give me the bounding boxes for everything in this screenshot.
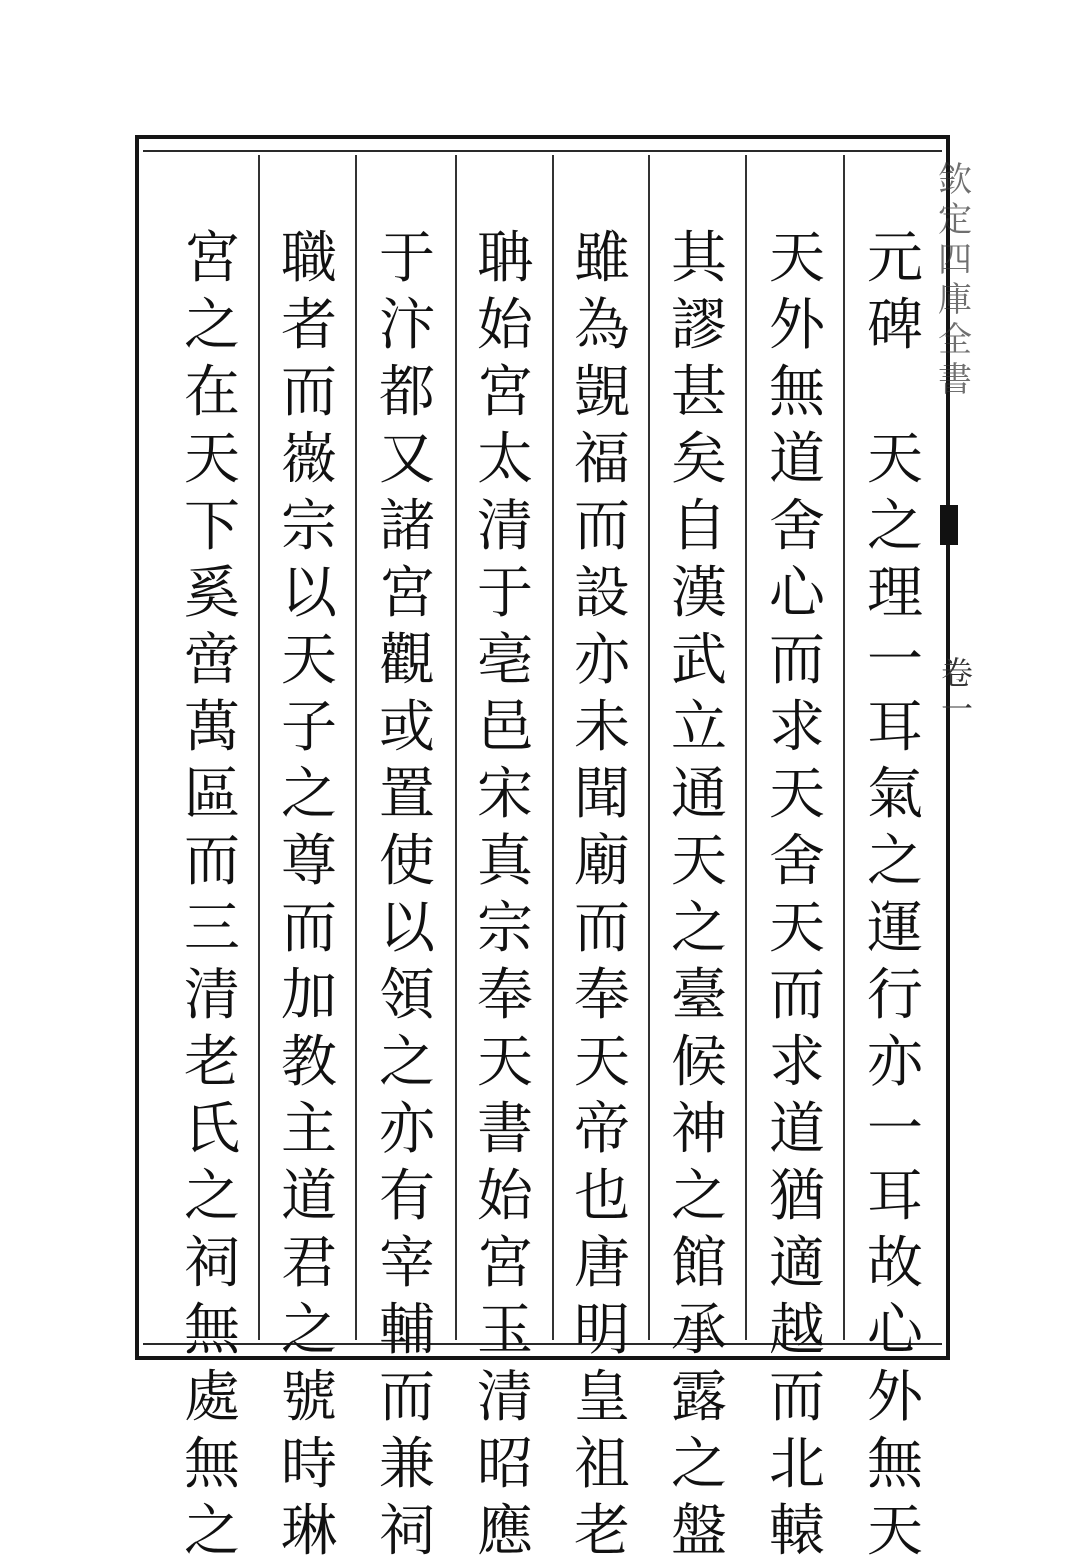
glyph: 書 (477, 1097, 533, 1162)
glyph: 設 (574, 561, 630, 626)
glyph: 子 (281, 695, 337, 760)
glyph: 之 (671, 1164, 727, 1229)
glyph: 或 (379, 695, 435, 760)
glyph: 明 (574, 1298, 630, 1363)
glyph: 未 (574, 695, 630, 760)
glyph: 而 (379, 1365, 435, 1430)
glyph: 求 (769, 1030, 825, 1095)
column-rule (258, 155, 260, 1340)
text-column-3 (664, 225, 734, 1565)
glyph: 使 (379, 829, 435, 894)
glyph: 宮 (379, 561, 435, 626)
glyph: 清 (477, 494, 533, 559)
glyph: 都 (379, 360, 435, 425)
glyph: 臺 (671, 963, 727, 1028)
glyph: 宗 (477, 896, 533, 961)
glyph: 通 (671, 762, 727, 827)
glyph: 老 (574, 1499, 630, 1564)
glyph: 舍 (769, 494, 825, 559)
text-column-7 (274, 225, 344, 1565)
glyph: 而 (184, 829, 240, 894)
glyph: 為 (574, 293, 630, 358)
glyph: 也 (574, 1164, 630, 1229)
frame-inner-top-rule (143, 150, 942, 152)
glyph: 祖 (574, 1432, 630, 1497)
glyph: 嶶 (281, 427, 337, 492)
glyph: 始 (477, 1164, 533, 1229)
glyph: 清 (477, 1365, 533, 1430)
glyph: 舍 (769, 829, 825, 894)
glyph: 亳 (477, 628, 533, 693)
glyph: 太 (477, 427, 533, 492)
fish-tail-mark (940, 505, 958, 545)
text-column-1 (860, 225, 930, 1565)
margin-title-glyph: 欽 (938, 160, 972, 200)
glyph: 猶 (769, 1164, 825, 1229)
glyph: 之 (867, 829, 923, 894)
glyph: 無 (184, 1298, 240, 1363)
glyph: 君 (281, 1231, 337, 1296)
glyph: 天 (281, 628, 337, 693)
glyph: 適 (769, 1231, 825, 1296)
glyph: 亦 (379, 1097, 435, 1162)
margin-title-glyph: 書 (938, 360, 972, 400)
glyph: 耳 (867, 1164, 923, 1229)
margin-title-glyph: 定 (938, 200, 972, 240)
glyph: 宮 (477, 1231, 533, 1296)
glyph: 昭 (477, 1432, 533, 1497)
glyph: 輔 (379, 1298, 435, 1363)
book-title-margin (940, 160, 970, 400)
margin-juan-glyph: 卷 (940, 654, 973, 692)
glyph: 之 (184, 293, 240, 358)
glyph: 之 (281, 762, 337, 827)
glyph: 宮 (477, 360, 533, 425)
glyph: 而 (769, 963, 825, 1028)
glyph: 武 (671, 628, 727, 693)
glyph: 觀 (379, 628, 435, 693)
glyph: 道 (769, 427, 825, 492)
glyph: 廟 (574, 829, 630, 894)
glyph: 矣 (671, 427, 727, 492)
glyph: 應 (477, 1499, 533, 1564)
margin-title-glyph: 四 (938, 240, 972, 280)
glyph: 宋 (477, 762, 533, 827)
glyph: 無 (184, 1432, 240, 1497)
glyph: 之 (867, 494, 923, 559)
glyph: 時 (281, 1432, 337, 1497)
glyph: 承 (671, 1298, 727, 1363)
glyph: 越 (769, 1298, 825, 1363)
glyph: 而 (574, 896, 630, 961)
glyph: 加 (281, 963, 337, 1028)
glyph: 神 (671, 1097, 727, 1162)
glyph: 亦 (867, 1030, 923, 1095)
glyph: 聞 (574, 762, 630, 827)
glyph: 真 (477, 829, 533, 894)
glyph: 碑 (867, 293, 923, 358)
text-column-5 (470, 225, 540, 1565)
glyph: 之 (281, 1298, 337, 1363)
column-rule (552, 155, 554, 1340)
glyph: 天 (574, 1030, 630, 1095)
glyph: 萬 (184, 695, 240, 760)
column-rule (843, 155, 845, 1340)
glyph: 外 (867, 1365, 923, 1430)
glyph: 宰 (379, 1231, 435, 1296)
glyph: 邑 (477, 695, 533, 760)
glyph: 兼 (379, 1432, 435, 1497)
glyph: 奉 (574, 963, 630, 1028)
glyph: 下 (184, 494, 240, 559)
glyph: 號 (281, 1365, 337, 1430)
glyph: 之 (671, 896, 727, 961)
glyph: 置 (379, 762, 435, 827)
glyph: 而 (281, 360, 337, 425)
glyph: 館 (671, 1231, 727, 1296)
glyph: 天 (477, 1030, 533, 1095)
glyph: 者 (281, 293, 337, 358)
glyph: 清 (184, 963, 240, 1028)
glyph: 祠 (379, 1499, 435, 1564)
glyph: 甚 (671, 360, 727, 425)
glyph: 啻 (184, 628, 240, 693)
glyph: 運 (867, 896, 923, 961)
glyph: 心 (867, 1298, 923, 1363)
glyph: 而 (281, 896, 337, 961)
glyph: 候 (671, 1030, 727, 1095)
margin-title-glyph: 庫 (938, 280, 972, 320)
glyph: 理 (867, 561, 923, 626)
glyph: 心 (769, 561, 825, 626)
glyph: 之 (379, 1030, 435, 1095)
glyph: 宮 (184, 226, 240, 291)
glyph: 氏 (184, 1097, 240, 1162)
glyph: 雖 (574, 226, 630, 291)
glyph: 天 (184, 427, 240, 492)
glyph: 以 (379, 896, 435, 961)
glyph: 覬 (574, 360, 630, 425)
glyph: 又 (379, 427, 435, 492)
glyph: 尊 (281, 829, 337, 894)
glyph: 無 (867, 1432, 923, 1497)
column-rule (455, 155, 457, 1340)
glyph: 天 (769, 762, 825, 827)
glyph: 立 (671, 695, 727, 760)
glyph: 于 (379, 226, 435, 291)
glyph: 處 (184, 1365, 240, 1430)
margin-title-glyph: 全 (938, 320, 972, 360)
glyph: 三 (184, 896, 240, 961)
glyph: 露 (671, 1365, 727, 1430)
glyph: 以 (281, 561, 337, 626)
column-rule (745, 155, 747, 1340)
glyph: 而 (574, 494, 630, 559)
glyph: 其 (671, 226, 727, 291)
glyph: 之 (671, 1432, 727, 1497)
glyph: 故 (867, 1231, 923, 1296)
juan-number-margin (940, 655, 974, 727)
glyph: 皇 (574, 1365, 630, 1430)
glyph: 老 (184, 1030, 240, 1095)
glyph: 帝 (574, 1097, 630, 1162)
glyph: 奚 (184, 561, 240, 626)
glyph: 亦 (574, 628, 630, 693)
glyph: 道 (769, 1097, 825, 1162)
glyph: 玉 (477, 1298, 533, 1363)
glyph: 天 (867, 427, 923, 492)
glyph: 元 (867, 226, 923, 291)
glyph: 奉 (477, 963, 533, 1028)
glyph: 諸 (379, 494, 435, 559)
glyph: 在 (184, 360, 240, 425)
glyph: 轅 (769, 1499, 825, 1564)
glyph: 行 (867, 963, 923, 1028)
glyph: 于 (477, 561, 533, 626)
glyph: 祠 (184, 1231, 240, 1296)
glyph: 之 (184, 1164, 240, 1229)
glyph: 主 (281, 1097, 337, 1162)
glyph: 自 (671, 494, 727, 559)
glyph: 領 (379, 963, 435, 1028)
margin-juan-glyph: 一 (940, 690, 973, 728)
text-column-6 (372, 225, 442, 1565)
glyph: 盤 (671, 1499, 727, 1564)
glyph: 之 (184, 1499, 240, 1564)
glyph: 而 (769, 1365, 825, 1430)
glyph: 天 (671, 829, 727, 894)
glyph: 一 (867, 1097, 923, 1162)
glyph: 氣 (867, 762, 923, 827)
glyph: 聃 (477, 226, 533, 291)
text-column-4 (567, 225, 637, 1565)
glyph: 謬 (671, 293, 727, 358)
glyph: 無 (769, 360, 825, 425)
glyph: 宗 (281, 494, 337, 559)
glyph: 北 (769, 1432, 825, 1497)
glyph: 一 (867, 628, 923, 693)
text-column-2 (762, 225, 832, 1565)
glyph: 區 (184, 762, 240, 827)
glyph: 天 (769, 226, 825, 291)
glyph: 道 (281, 1164, 337, 1229)
glyph: 而 (769, 628, 825, 693)
column-rule (355, 155, 357, 1340)
text-column-8 (177, 225, 247, 1565)
glyph: 求 (769, 695, 825, 760)
glyph: 始 (477, 293, 533, 358)
glyph: 漢 (671, 561, 727, 626)
glyph: 天 (769, 896, 825, 961)
column-rule (648, 155, 650, 1340)
glyph: 耳 (867, 695, 923, 760)
glyph: 有 (379, 1164, 435, 1229)
glyph: 琳 (281, 1499, 337, 1564)
glyph: 唐 (574, 1231, 630, 1296)
glyph: 教 (281, 1030, 337, 1095)
glyph: 福 (574, 427, 630, 492)
glyph: 職 (281, 226, 337, 291)
glyph: 外 (769, 293, 825, 358)
glyph: 天 (867, 1499, 923, 1564)
glyph: 汴 (379, 293, 435, 358)
